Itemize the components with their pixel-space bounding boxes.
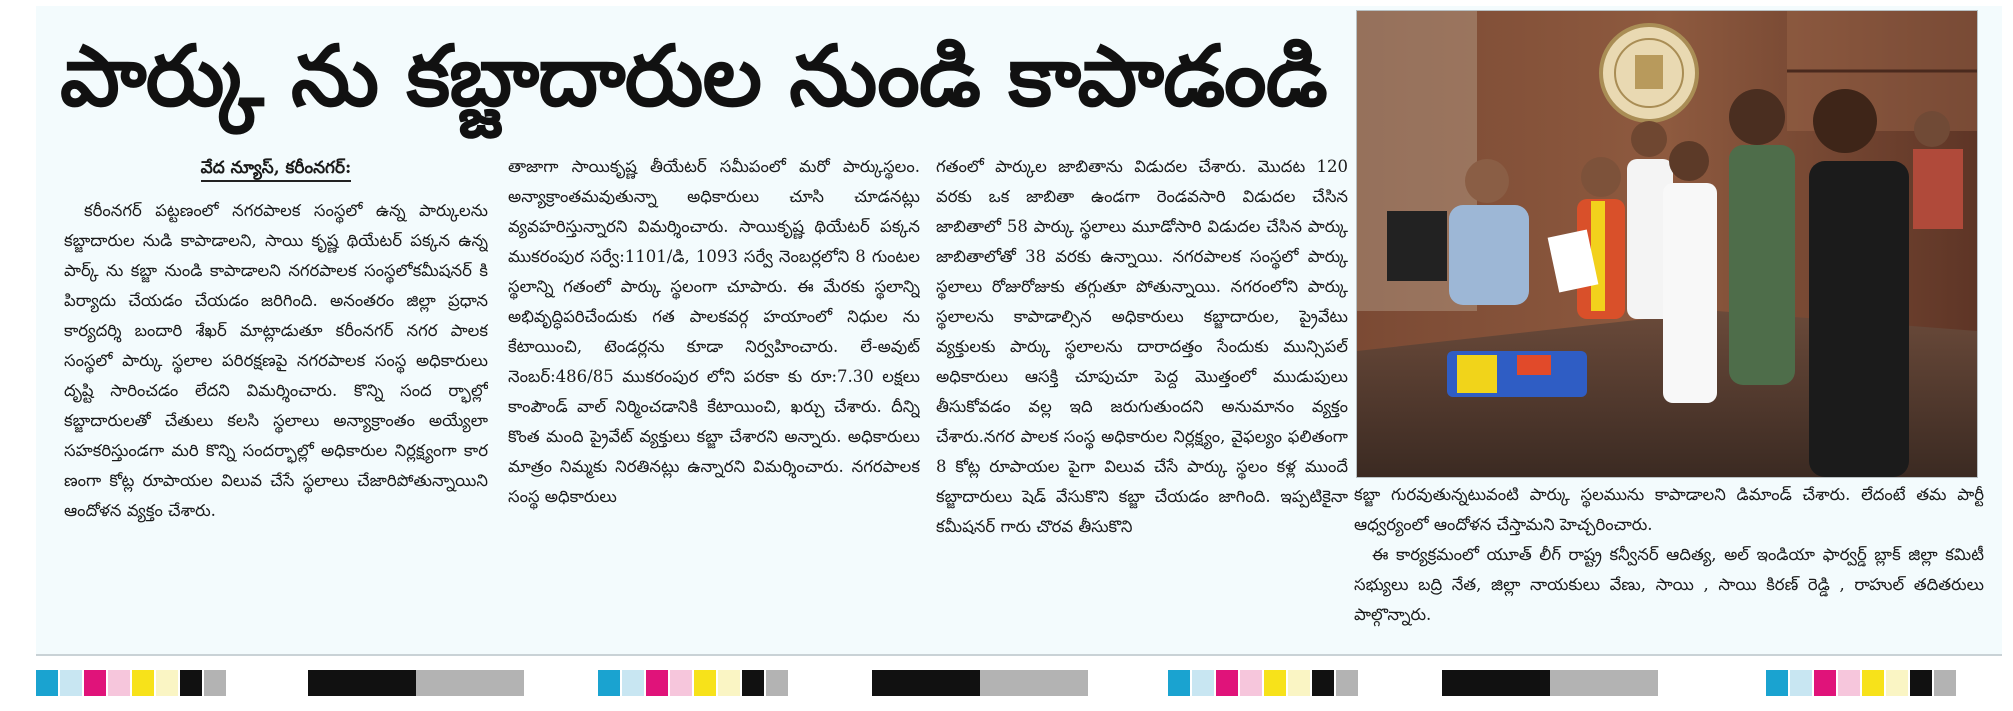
photo-caption [1354, 480, 1984, 630]
color-block [1442, 670, 1550, 696]
article-column-3 [936, 152, 1348, 644]
color-swatch [1240, 670, 1262, 696]
color-block [1550, 670, 1658, 696]
color-swatch [670, 670, 692, 696]
gift-package [1447, 351, 1587, 397]
color-swatch [742, 670, 764, 696]
article-column-1 [64, 154, 488, 646]
color-swatch [108, 670, 130, 696]
headline: పార్కు ను కబ్జాదారుల నుండి కాపాడండి [60, 27, 1327, 125]
byline [64, 154, 488, 182]
color-swatch [766, 670, 788, 696]
color-swatch [156, 670, 178, 696]
color-block [416, 670, 524, 696]
color-swatch [1264, 670, 1286, 696]
color-swatch [598, 670, 620, 696]
color-swatch [1862, 670, 1884, 696]
caption-line-2: ఈ కార్యక్రమంలో యూత్ లీగ్ రాష్ట్ర కన్వీనర్ ఆదిత్య, అల్ ఇండియా ఫార్వర్డ్ బ్లాక్ జిల్లా కమిటీ సభ్యులు బద్రి నేత, జిల్లా నాయకులు వేణు, సాయి , సాయి కిరణ్ రెడ్డి , రాహుల్ తదితరులు పాల్గొన్నారు. [1354, 545, 1984, 624]
color-swatch [694, 670, 716, 696]
color-block [308, 670, 416, 696]
article-panel [36, 6, 2002, 656]
color-swatch [1288, 670, 1310, 696]
color-swatch [1766, 670, 1788, 696]
article-column-2 [508, 152, 920, 644]
photo-illustration [1357, 11, 1977, 477]
caption-line-1: కబ్జా గురవుతున్నటువంటి పార్కు స్థలమును కాపాడాలని డిమాండ్ చేశారు. లేదంటే తమ పార్టీ ఆధ్వర్యంలో ఆందోళన చేస్తామని హెచ్చరించారు. [1354, 485, 1984, 534]
color-swatch [646, 670, 668, 696]
color-swatch [1814, 670, 1836, 696]
color-swatch [36, 670, 58, 696]
color-swatch [1192, 670, 1214, 696]
color-block [980, 670, 1088, 696]
color-swatch [1168, 670, 1190, 696]
government-emblem [1601, 25, 1697, 121]
color-swatch [1838, 670, 1860, 696]
color-swatch [622, 670, 644, 696]
color-swatch [1216, 670, 1238, 696]
column-2-text: తాజాగా సాయికృష్ణ తీయేటర్ సమీపంలో మరో పార్కుస్థలం. అన్యాక్రాంతమవుతున్నా అధికారులు చూసి చూడనట్లు వ్యవహరిస్తున్నారని విమర్శించారు. సాయికృష్ణ థియేటర్ పక్కన ముకరంపుర సర్వే:1101/డి, 1093 సర్వే నెంబర్లలోని 8 గుంటల స్థలాన్ని గతంలో పార్కు స్థలంగా చూపారు. ఈ మేరకు స్థలాన్ని అభివృద్ధిపరిచేందుకు గత పాలకవర్గ హయాంలో నిధుల ను కేటాయించి, టెండర్లను కూడా నిర్వహించారు. లే-అవుట్ నెంబర్:486/85 ముకరంపుర లోని పరకా కు రూ:7.30 లక్షలు కాంపౌండ్ వాల్ నిర్మించడానికి కేటాయించి, ఖర్చు చేశారు. దీన్ని కొంత మంది ప్రైవేట్ వ్యక్తులు కబ్జా చేశారని అన్నారు. అధికారులు మాత్రం నిమ్మకు నిరతినట్లు ఉన్నారని విమర్శించారు. నగరపాలక సంస్థ అధికారులు [508, 157, 920, 506]
color-swatch [1336, 670, 1358, 696]
color-swatch [132, 670, 154, 696]
color-swatch [1934, 670, 1956, 696]
color-swatch [1886, 670, 1908, 696]
news-photo [1356, 10, 1978, 478]
color-swatch [84, 670, 106, 696]
byline-text: వేద న్యూస్, కరీంనగర్: [201, 158, 352, 182]
print-color-bar [0, 670, 2013, 696]
color-swatch [60, 670, 82, 696]
color-block [872, 670, 980, 696]
color-swatch [718, 670, 740, 696]
color-swatch [204, 670, 226, 696]
column-1-text: కరీంనగర్ పట్టణంలో నగరపాలక సంస్థలో ఉన్న పార్కులను కబ్జాదారుల నుడి కాపాడాలని, సాయి కృష్ణ థియేటర్ పక్కన ఉన్న పార్క్ ను కబ్జా నుండి కాపాడాలని నగరపాలక సంస్థలోకమీషనర్ కి పిర్యాదు చేయడం చేయడం జరిగింది. అనంతరం జిల్లా ప్రధాన కార్యదర్శి బందారి శేఖర్ మాట్లాడుతూ కరీంనగర్ నగర పాలక సంస్థలో పార్కు స్థలాల పరిరక్షణపై నగరపాలక సంస్థ అధికారులు దృష్టి సారించడం లేదని విమర్శించారు. కొన్ని సంద ర్భాల్లో కబ్జాదారులతో చేతులు కలసి స్థలాలు అన్యాక్రాంతం అయ్యేలా సహకరిస్తుండగా మరి కొన్ని సందర్భాల్లో అధికారుల నిర్లక్ష్యంగా కార ణంగా కోట్ల రూపాయల విలువ చేసే స్థలాలు చేజారిపోతున్నాయిని ఆందోళన వ్యక్తం చేశారు. [64, 201, 488, 520]
column-3-text: గతంలో పార్కుల జాబితాను విడుదల చేశారు. మొదట 120 వరకు ఒక జాబితా ఉండగా రెండవసారి విడుదల చేసిన జాబితాలో 58 పార్కు స్థలాలు మూడోసారి విడుదల చేసిన పార్కు జాబితాలోతో 38 వరకు ఉన్నాయి. నగరపాలక సంస్థలో పార్కు స్థలాలు రోజురోజుకు తగ్గుతూ పోతున్నాయి. నగరంలోని పార్కు స్థలాలను కాపాడాల్సిన అధికారులు కబ్జాదారుల, ప్రైవేటు వ్యక్తులకు పార్కు స్థలాలను దారాదత్తం సేందుకు మున్సిపల్ అధికారులు ఆసక్తి చూపుచూ పెద్ద మొత్తంలో ముడుపులు తీసుకోవడం వల్ల ఇది జరుగుతుందని అనుమానం వ్యక్తం చేశారు.నగర పాలక సంస్థ అధికారుల నిర్లక్ష్యం, వైఫల్యం ఫలితంగా 8 కోట్ల రూపాయల పైగా విలువ చేసే పార్కు స్థలం కళ్ల ముందే కబ్జాదారులు షెడ్ వేసుకొని కబ్జా చేయడం జాగింది. ఇప్పటికైనా కమీషనర్ గారు చొరవ తీసుకొని [936, 157, 1348, 536]
color-swatch [1910, 670, 1932, 696]
color-swatch [1790, 670, 1812, 696]
color-swatch [180, 670, 202, 696]
monitor-shape [1387, 211, 1447, 281]
color-swatch [1312, 670, 1334, 696]
